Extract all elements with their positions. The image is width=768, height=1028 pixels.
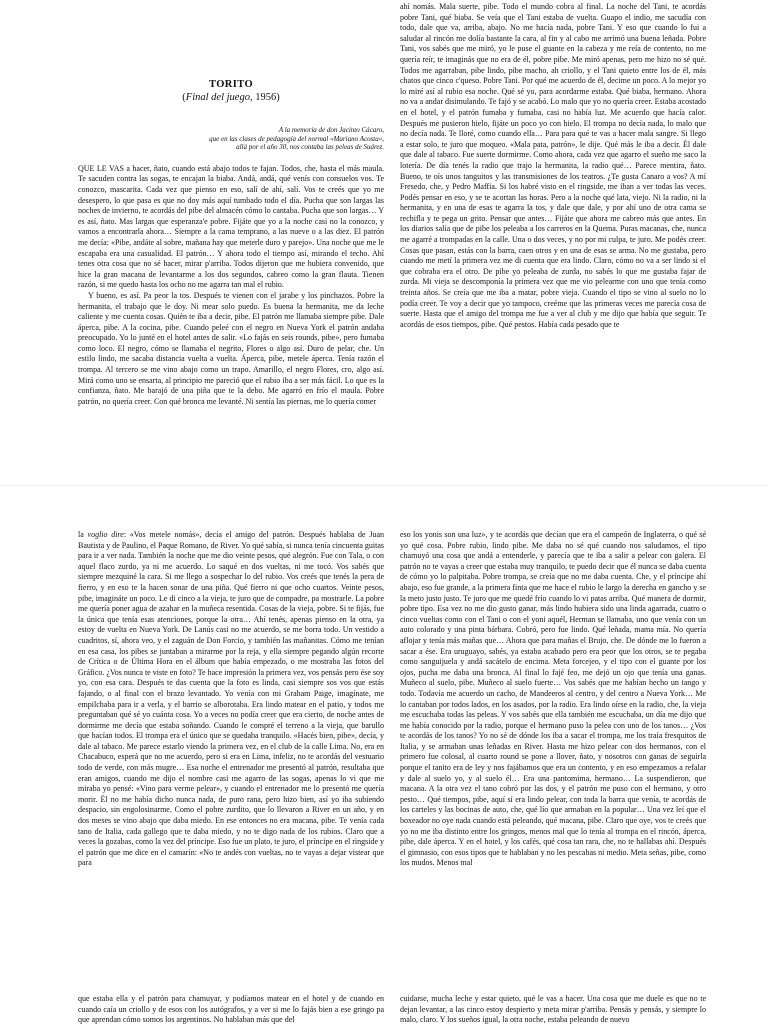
paragraph-text: a hacer, ñato, cuando está abajo todos te fajan. Todos, che, hasta el más maula. Te sacuden contra las sogas, te encajan la biaba. Andá, andá, qué venís con consuelos vos. Te conozco, mascarita. Cada vez que pienso en eso, salí de ahí, salí. Vos te creés que yo me desespero, lo que pasa es que no doy más aquí tumbado todo el día. Pucha que son largas las noches de invierno, te acordás del pibe del almacén cómo lo cantaba. Pucha que son largas… Y es así, ñato. Mas largas que esperanza'e pobre. Fijáte que yo a la noche casi no la conozco, y vamos a encontrarla ahora… Siempre a la cama temprano, a las nueve o a las diez. El patrón me decía: «Pibe, andáte al sobre, mañana hay que meterle duro y parejo». Una noche que me le escapaba era una casualidad. El patrón… Y ahora todo el tiempo así, mirando el techo. Ahí tenes otra cosa que no sé hacer, mirar p'arriba. Todos dijeron que me hubiera convenido, que hice la gran macana de levantarme a los dos segundos, cabreo como la gran flauta. Tienen razón, si me quedo hasta los ocho no me agarra tan mal el rubio. xyxy=(78,163,385,290)
title-block xyxy=(78,78,384,104)
subtitle-open: ( xyxy=(182,92,186,103)
paragraph: cuidarse, mucha leche y estar quieto, qué le vas a hacer. Una cosa que me duele es que no te dejan levantar, a las cinco estoy despierto y meta mirar p'arriba. Pensás y pensás, y siempre lo malo, claro. Y los sueños igual, la otra noche, estaba peleando de nuevo xyxy=(400,994,706,1025)
column-right-bottom xyxy=(400,994,706,1028)
subtitle-book-name: Final del juego xyxy=(185,92,250,103)
paragraph: eso los yonis son una luz», y te acordás que decían que era el campeón de Inglaterra, o qué sé yo qué cosa. Pobre rubio, lindo pibe. Me daba no sé qué cuando nos saludamos, el tipo chamuyó una cosa que andá a entenderle, y parecía que te iba a salir a pelear con galera. El patrón no te vayas a creer que estaba muy tranquilo, te puedo decir que él nunca se daba cuenta de cómo yo lo palpitaba. Pobre trompa, se creía que no me daba cuenta. Che, y el príncipe ahí abajo, eso fue grande, a la primera finta que me hace el rubio le largo la derecha en gancho y se la meto justo justo. Te juro que me quedé frío cuando lo vi patas arriba. Qué manera de dormir, pobre tipo. Esa vez no me dio gusto ganar, más lindo hubiera sido una linda agarrada, cuatro o cinco vueltas como con el Tani o con el yoni aquél, Herman se llamaba, uno que venía con un auto colorado y una pinta bárbara. Cobró, pero fue lindo. Qué leñada, mama mía. No quería aflojar y tenía más mañas que… Ahora que para mañas el Brujo, che. De dónde me lo fueron a sacar a ése. Era uruguayo, sabés, ya estaba acabado pero era peor que los otros, se te pegaba como sanguijuela y andá sacátelo de encima. Meta forcejeo, y el tipo con el guante por los ojos, pucha me daba una bronca. Al final lo fajé feo, me dejó un ojo que tenía una ganas. Muñeco al suelo, pibe. Muñeco al suelo fuerte… Vos sabés que me habían hecho un tango y todo. Todavía me acuerdo un cacho, de Mandeeros al centro, y del centro a Nueva York… Me lo cantaban por todos lados, en los asados, por la radio. Era lindo oírse en la radio, che, la vieja me escuchaba todas las peleas. Y vos sabés que ella también me escuchaba, un día me dijo que me había conocido por la radio, porque el hermano puso la pelea con uno de los tanos… ¿Vos te acordás de los tanos? Yo no sé de dónde los iba a sacar el trompa, me los traía fresquitos de Italia, y se armaban unas leñadas en River. Hasta me hizo pelear con dos hermanos, con el primero fue colosal, al cuarto round se pone a llover, ñato, y nosotros con ganas de seguirla porque el tanito era de ley y nos fajábamos que era un contento, y en eso empezamos a refalar y dale al suelo yo, y al suelo él… Era una pantomima, hermano… La suspendieron, que macana. A la otra vez el tano cobró por las dos, y el patrón me puso con el hermano, y otro pesto… Qué tiempos, pibe, aquí sí era lindo pelear, con toda la barra que venía, te acordás de los carteles y las bocinas de auto, che, qué lío que armaban en la popular… Una vez leí que el boxeador no oye nada cuando está peleando, qué macana, pibe. Claro que oye, vos te creés que yo no me iba distinto entre los gringos, menos mal que lo tenía al trompa en el rincón, áperca, pibe, dale áperca. Y en el hotel, y los cafés, qué cosa tan rara, che, no te hallabas ahí. Después el gimnasio, con esos tipos que te hablaban y no les pescabas ni medio. Meta señas, pibe, como los mudos. Menos mal xyxy=(400,530,706,868)
page-divider xyxy=(0,485,768,486)
paragraph xyxy=(78,530,384,869)
dedication-line: allá por el año 30, nos contaba las peleas de Suárez. xyxy=(236,143,384,152)
story-subtitle xyxy=(78,91,384,104)
dedication-line: A la memoria de don Jacinto Cácaro, xyxy=(278,126,384,134)
column-left-bottom xyxy=(78,994,384,1028)
italic-phrase: voglio dire xyxy=(87,530,124,539)
paragraph-lead: la xyxy=(78,530,88,539)
dedication xyxy=(78,126,384,152)
opening-words: QUE LE VAS xyxy=(78,163,124,173)
column-right-top xyxy=(400,2,706,400)
paragraph: ahí nomás. Mala suerte, pibe. Todo el mundo cobra al final. La noche del Tani, te acordás pobre Tani, qué biaba. Se veía que el Tani estaba de vuelta. Guapo el indio, me sacudía con todo, dale que va, arriba, abajo. No me hacía nada, pobre Tani. Y eso que cuando lo fui a saludar al rincón me dolía bastante la cara, al fin y al cabo me arrimó una buena leñada. Pobre Tani, vos sabés que me miró, yo le puse el guante en la cabeza y me reía de contento, no me quería reír, te imaginás que no era de él, pobre pibe. Me miró apenas, pero me hizo no sé qué. Todos me agarraban, pibe lindo, pibe macho, ah criollo, y el Tani quieto entre los de él, más chatos que cinco c'queso. Pobre Tani. Por qué me acuerdo de él, decime un poco. A lo mejor yo lo miré así al rubio esa noche. Qué sé yo, para acordarme estaba. Qué biaba, hermano. Ahora no va a andar disimulando. Te fajó y se acabó. Lo malo que yo no quería creer. Estaba acostado en el hotel, y el patrón fumaba y fumaba, casi no había luz. Me acuerdo que hacía calor. Después me pusieron hielo, fijáte un poco yo con hielo. El trompa no decía nada, lo malo que no decía nada. Te lloré, como cuando ella… Para para qué te vas a hacer mala sangre. Si llego a estar solo, te juro que moqueo. «Mala pata, patrón», le dije. Qué más le iba a decir. Él dale que dale al tabaco. Fue suerte dormirme. Como ahora, cada vez que agarro el sueño me saco la lotería. De día tenés la radio que trajo la hermanita, la radio qué… Parece mentira, ñato. Bueno, te oís unos tanguitos y las transmisiones de los teatros. ¿Te gusta Canaro a vos? A mí Fresedo, che, y Pedro Maffia. Si los habré visto en el ringside, me iban a ver todas las veces. Podés pensar en eso, y se te acortan las horas. Pero a la noche qué lata, viejo. Ni la radio, ni la hermanita, y en una de esas te agarra la tos, y dale que dale, y por ahí uno de otra cama se rechifla y te pega un grito. Pensar que antes… Fijáte que ahora me cabreo más que antes. En los diarios salía que de pibe los peleaba a los carreros en la Quema. Puras macanas, che, nunca me agarré a trompadas en la calle. Una o dos veces, y no por mi culpa, te juro. Me podés creer. Cosas que pasan, estás con la barra, caen otros y en una de esas se arma. No me gustaba, pero cuando me metí la primera vez me di cuenta que era lindo. Claro, cómo no va a ser lindo si el que cobraba era el otro. De pibe yo peleaba de zurda, no sabés lo que me gustaba fajar de zurda. Mi vieja se descomponía la primera vez que me vio pelearme con uno que tenía como treinta años. Se creía que me iba a matar, pobre vieja. Cuando el tipo se vino al suelo no lo podía creer. Te voy a decir que yo tampoco, creéme que las primeras veces me parecía cosa de suerte. Hasta que el amigo del trompa me fue a ver al club y me dijo que había que seguir. Te acordás de esos tiempos, pibe. Qué pestos. Había cada pesado que te xyxy=(400,2,706,329)
paragraph: Y bueno, es así. Pa peor la tos. Después te vienen con el jarabe y los pinchazos. Pobre la hermanita, el trabajo que le doy. Ni mear solo puedo. Es buena la hermanita, me da leche caliente y me cuenta cosas. Quién te iba a decir, pibe. El patrón me llamaba siempre pibe. Dale áperca, pibe. A la cocina, pibe. Cuando peleé con el negro en Nueva York el patrón andaba preocupado. Yo lo junté en el hotel antes de salir. «Lo fajás en seis rounds, pibe», pero fumaba como loco. El negro, cómo se llamaba el negrito, Flores o algo así. Duro de pelar, che. Un estilo lindo, me sacaba distancia vuelta a vuelta. Áperca, pibe, metele áperca. Tenía razón el trompa. Al tercero se me vino abajo como un trapo. Amarillo, el negro Flores, cro, algo así. Mirá como uno se ensarta, al principio me pareció que el rubio iba a ser más fácil. Lo que es la confianza, ñato. Me barajó de una piña que te la debo. Me agarró en frío el maula. Pobre patrón, no quería creer. Con qué bronca me levanté. Ni sentía las piernas, me lo quería comer xyxy=(78,290,384,406)
subtitle-year: , 1956) xyxy=(249,92,280,103)
story-title: TORITO xyxy=(208,79,254,90)
paragraph xyxy=(78,164,384,291)
column-right-middle xyxy=(400,530,706,980)
column-left-middle xyxy=(78,530,384,980)
paragraph-text: : «Vos metele nomás», decía el amigo del patrón. Después hablaba de Juan Bautista y de Paulino, el Paque Romano, de River. Yo qué sabía, si nunca tenía cincuenta guitas para ir a ver nada. También la noche que me dio veinte pesos, qué alegrón. Fue con Tala, o con aquel flaco zurdo, ya ni me acuerdo. Lo saqué en dos vueltas, ni me tocó. Vos sabés que siempre mezquiné la cara. Si me llego a sospechar lo del rubio. Vos creés que tenés la pera de fierro, y en eso te la hacen sonar de una piña. Qué fierro ni que ocho cuartos. Veinte pesos, pibe, imagináte un poco. Le di cinco a la vieja, te juro que de compadre, pa mostrarle. La pobre me quería poner agua de azahar en la muñeca resentida. Cosas de la vieja, pobre. Si te fijás, fue la única que tenía esas atenciones, porque la otra… Ahí tenés, apenas pienso en la otra, ya estoy de vuelta en Nueva York. De Lanús casi no me acuerdo, se me borra todo. Un vestido a cuadritos, sí, ahora veo, y el zaguán de Don Forcio, y también las mañanitas. Cómo me tenían en esa casa, los pibes se juntaban a mirarme por la reja, y ella siempre pegando algún recorte de Crítica o de Última Hora en el álbum que había empezado, o me mostraba las fotos del Gráfico. ¿Vos nunca te viste en foto? Te hace impresión la primera vez, vos pensás pero ése soy yo, con esa cara. Después te das cuenta que la foto es linda, casi siempre sos vos que estás fajando, o al final con el brazo levantado. Yo venía con mi Graham Paige, imagínate, me empilchaba para ir a verla, y el barrio se alborotaba. Era lindo matear en el patio, y todos me preguntaban qué sé yo cuánta cosa. Yo a veces no podía creer que era cierto, de noche antes de dormirme me decía que estaba soñando. Cuando le compré el terreno a la vieja, que barullo que hacían todos. El trompa era el único que se quedaba tranquilo. «Hacés bien, pibe», decía, y dale al tabaco. Me parece estarlo viendo la primera vez, en el club de la calle Lima. No, era en Chacabuco, esperá que no me acuerdo, pero si era en Lima, infeliz, no te acordás del vestuario todo de verde, con más mugre… Esa noche el entrenador me presentó al patrón, resultaba que eran amigos, cuando me dijo el nombre casi me agarro de las sogas, apenas lo vi que me miraba yo pensé: «Vino para verme pelear», y cuando el entrenador me lo presentó me quería morir. Él no me había dicho nunca nada, de puro rana, pero hizo bien, así yo iba subiendo despacio, sin engolosinarme. Como el pobre zurdito, que lo llevaron a River en un año, y en dos meses se vino abajo que daba miedo. En ese entonces no era macana, pibe. Te venía cada tano de Italia, cada gallego que te daba miedo, y no te digo nada de los rubios. Claro que a veces la gozabas, como la vez del príncipe. Eso fue un plato, te juro, el príncipe en el ringside y el patrón que me dice en el camarín: «No te andés con vueltas, no te vayas a dejar vistear que para xyxy=(78,530,384,868)
paragraph: que estaba ella y el patrón para chamuyar, y podíamos matear en el hotel y de cuando en cuando caía un criollo y de esos con los autógrafos, y a ver si me lo fajás bien a ese gringo pa que aprendan cómo somos los argentinos. No hablaban más que del xyxy=(78,994,384,1025)
dedication-line: que en las clases de pedagogía del normal «Mariano Acosta», xyxy=(209,134,384,143)
column-left-top xyxy=(78,78,385,406)
